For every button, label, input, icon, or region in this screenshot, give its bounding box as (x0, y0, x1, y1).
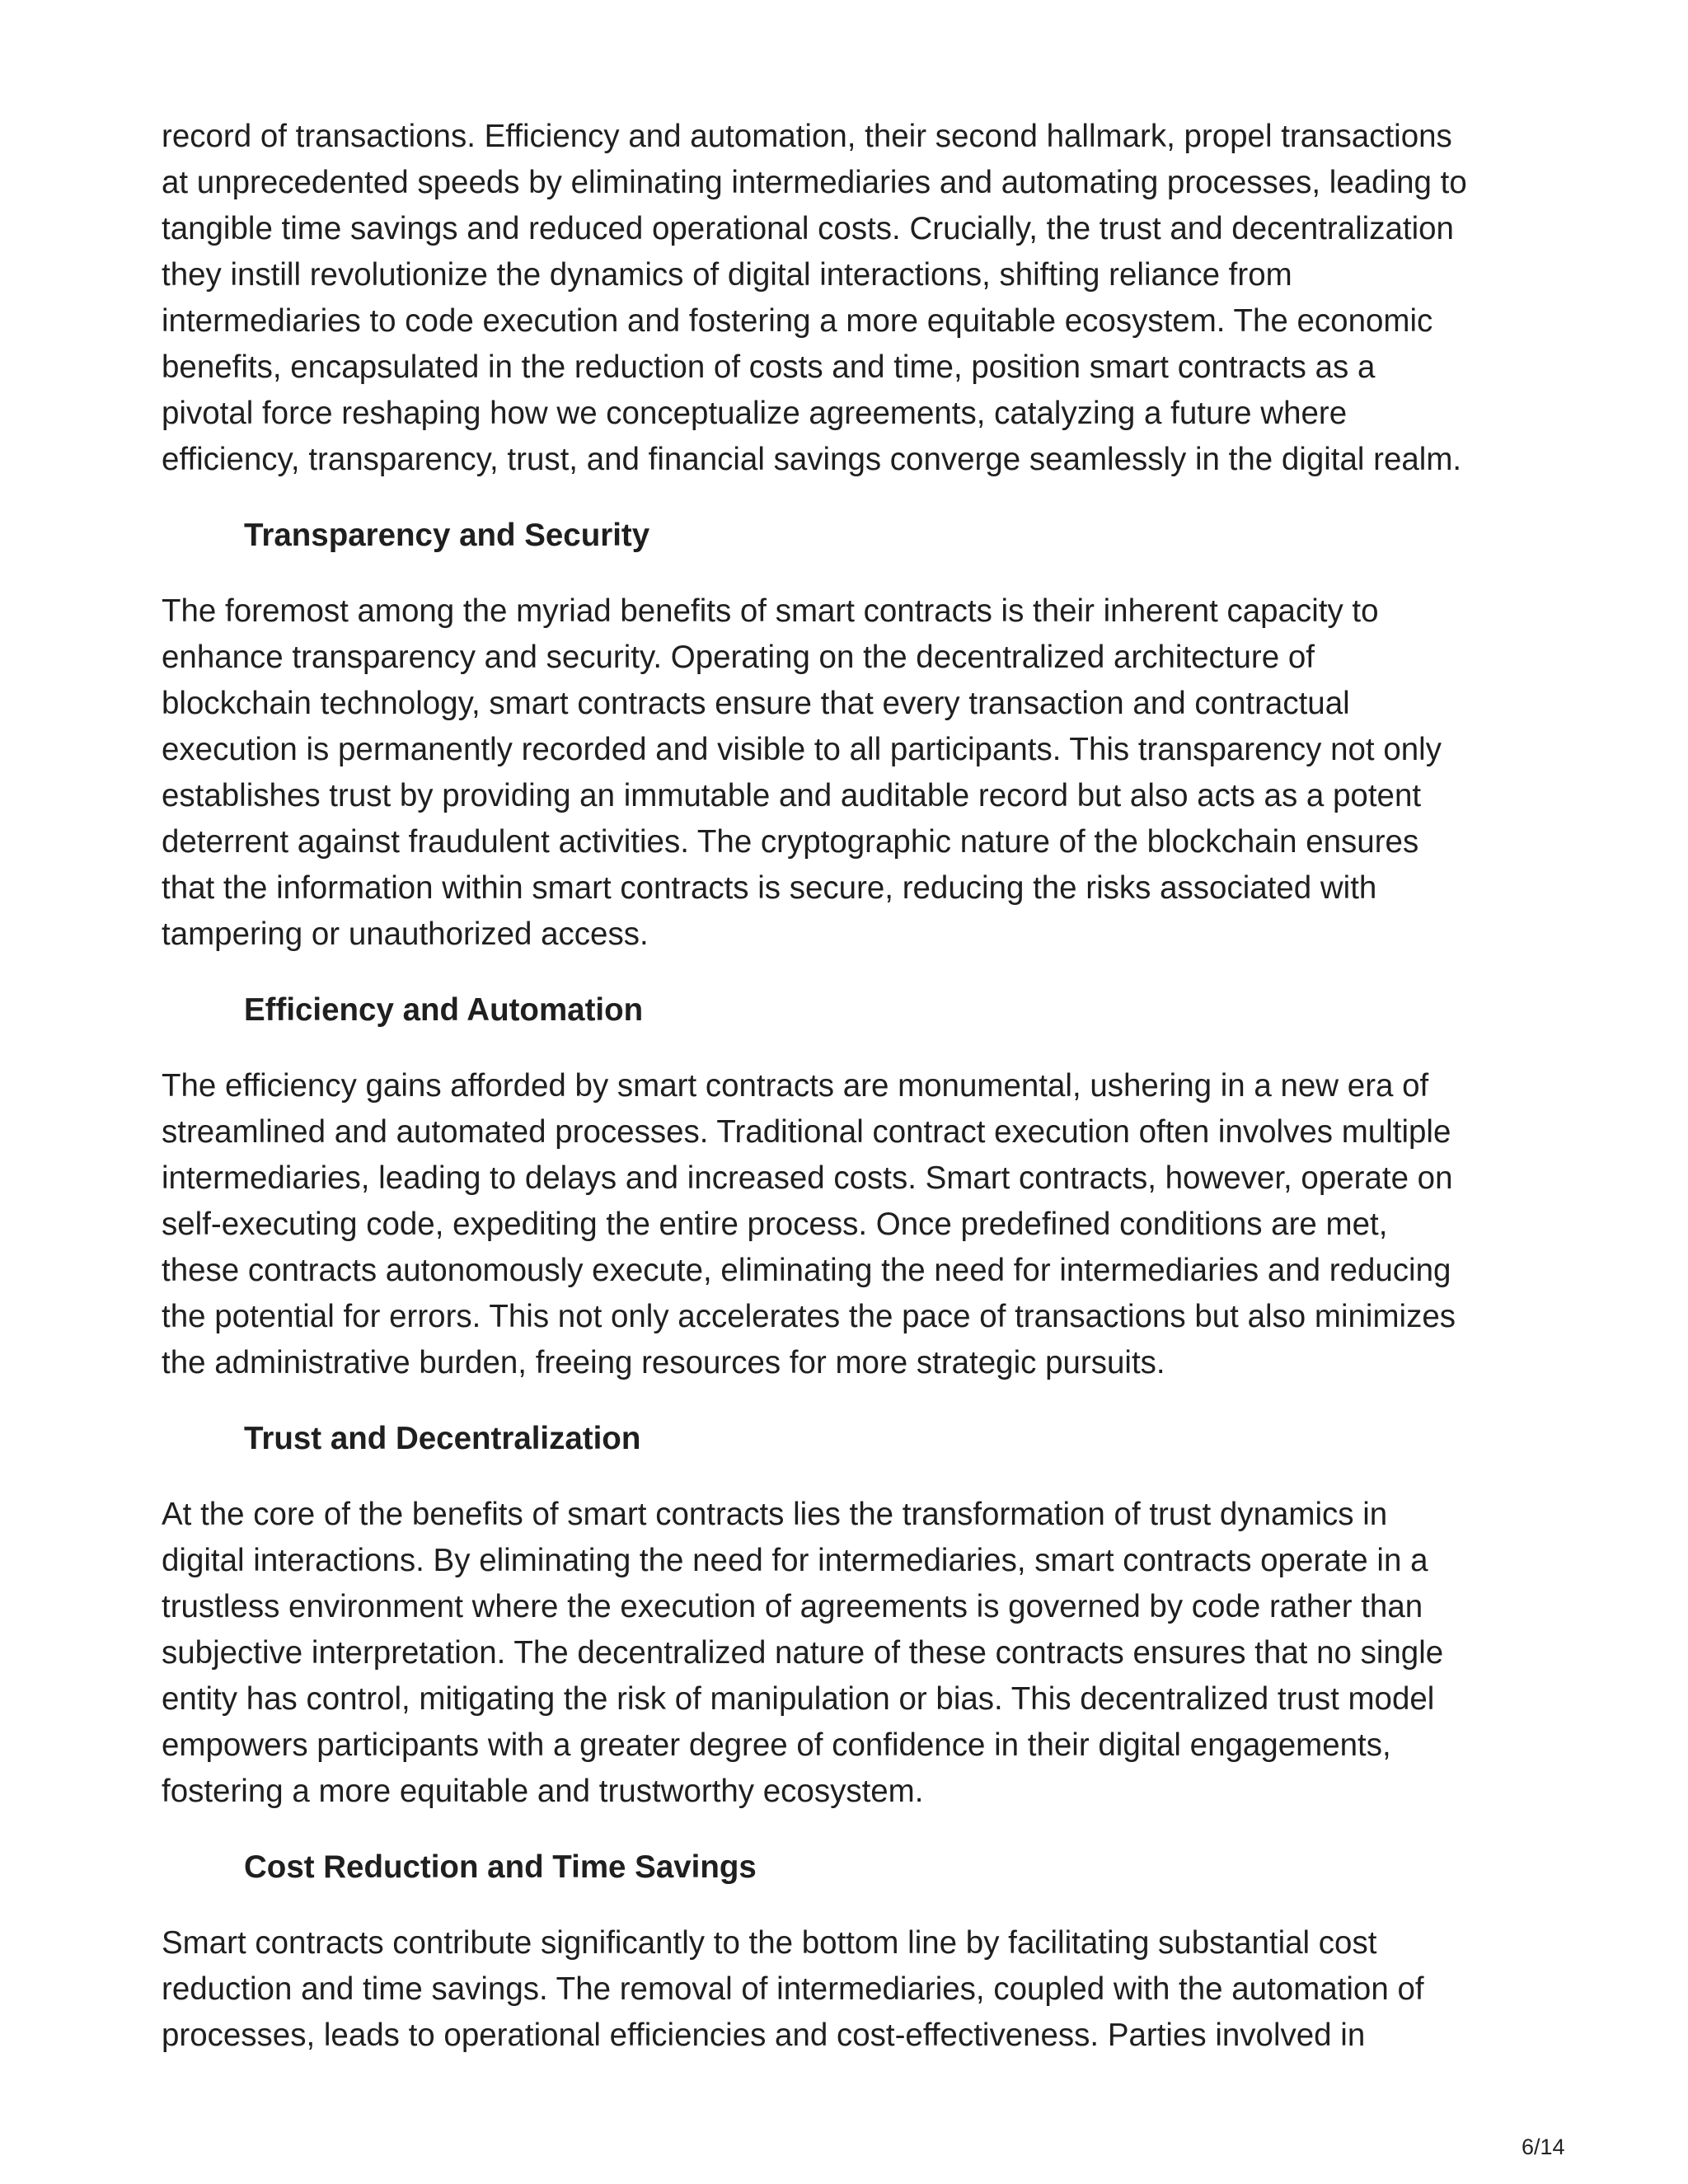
text-line: processes, leads to operational efficiencies and cost-effectiveness. Parties involved in (162, 2018, 1366, 2053)
text-line: enhance transparency and security. Operating on the decentralized architecture of (162, 640, 1315, 675)
text-line: intermediaries to code execution and fostering a more equitable ecosystem. The economic (162, 303, 1433, 339)
text-line: entity has control, mitigating the risk of manipulation or bias. This decentralized trust model (162, 1681, 1435, 1717)
section-paragraph-trust-decentralization (162, 1492, 1546, 1815)
section-heading-trust-decentralization: Trust and Decentralization (244, 1421, 641, 1456)
text-line: the potential for errors. This not only accelerates the pace of transactions but also minimizes (162, 1299, 1456, 1334)
text-line: Smart contracts contribute significantly to the bottom line by facilitating substantial cost (162, 1925, 1377, 1961)
text-line: subjective interpretation. The decentralized nature of these contracts ensures that no single (162, 1635, 1444, 1671)
section-heading-cost-reduction: Cost Reduction and Time Savings (244, 1849, 757, 1885)
text-line: trustless environment where the execution of agreements is governed by code rather than (162, 1589, 1423, 1624)
text-line: they instill revolutionize the dynamics of digital interactions, shifting reliance from (162, 257, 1292, 293)
text-line: pivotal force reshaping how we conceptualize agreements, catalyzing a future where (162, 396, 1348, 431)
section-heading-transparency-security: Transparency and Security (244, 518, 650, 553)
text-line: execution is permanently recorded and visible to all participants. This transparency not only (162, 732, 1442, 767)
section-paragraph-cost-reduction (162, 1920, 1546, 2059)
text-line: these contracts autonomously execute, eliminating the need for intermediaries and reducing (162, 1253, 1451, 1288)
text-line: intermediaries, leading to delays and increased costs. Smart contracts, however, operate on (162, 1160, 1453, 1196)
document-page (162, 114, 1546, 2059)
text-line: tangible time savings and reduced operational costs. Crucially, the trust and decentralization (162, 211, 1454, 246)
text-line: at unprecedented speeds by eliminating intermediaries and automating processes, leading to (162, 165, 1467, 200)
text-line: The foremost among the myriad benefits of smart contracts is their inherent capacity to (162, 593, 1379, 629)
text-line: digital interactions. By eliminating the need for intermediaries, smart contracts operate in a (162, 1543, 1428, 1578)
text-line: At the core of the benefits of smart contracts lies the transformation of trust dynamics in (162, 1497, 1388, 1532)
text-line: deterrent against fraudulent activities. The cryptographic nature of the blockchain ensures (162, 824, 1419, 860)
section-heading-efficiency-automation: Efficiency and Automation (244, 992, 644, 1028)
text-line: The efficiency gains afforded by smart contracts are monumental, ushering in a new era of (162, 1068, 1429, 1104)
text-line: self-executing code, expediting the entire process. Once predefined conditions are met, (162, 1207, 1388, 1242)
text-line: blockchain technology, smart contracts ensure that every transaction and contractual (162, 686, 1350, 721)
page-number: 6/14 (1522, 2135, 1565, 2159)
text-line: fostering a more equitable and trustworthy ecosystem. (162, 1774, 924, 1809)
text-line: reduction and time savings. The removal of intermediaries, coupled with the automation of (162, 1971, 1424, 2007)
text-line: the administrative burden, freeing resources for more strategic pursuits. (162, 1345, 1165, 1380)
text-line: streamlined and automated processes. Traditional contract execution often involves multiple (162, 1114, 1451, 1150)
text-line: record of transactions. Efficiency and automation, their second hallmark, propel transactions (162, 119, 1452, 154)
text-line: tampering or unauthorized access. (162, 916, 649, 952)
intro-paragraph (162, 114, 1546, 483)
text-line: empowers participants with a greater degree of confidence in their digital engagements, (162, 1727, 1391, 1763)
text-line: establishes trust by providing an immutable and auditable record but also acts as a potent (162, 778, 1422, 813)
text-line: efficiency, transparency, trust, and financial savings converge seamlessly in the digital realm. (162, 442, 1462, 477)
section-paragraph-transparency-security (162, 588, 1546, 958)
text-line: that the information within smart contracts is secure, reducing the risks associated with (162, 870, 1377, 906)
section-paragraph-efficiency-automation (162, 1063, 1546, 1386)
text-line: benefits, encapsulated in the reduction of costs and time, position smart contracts as a (162, 349, 1376, 385)
